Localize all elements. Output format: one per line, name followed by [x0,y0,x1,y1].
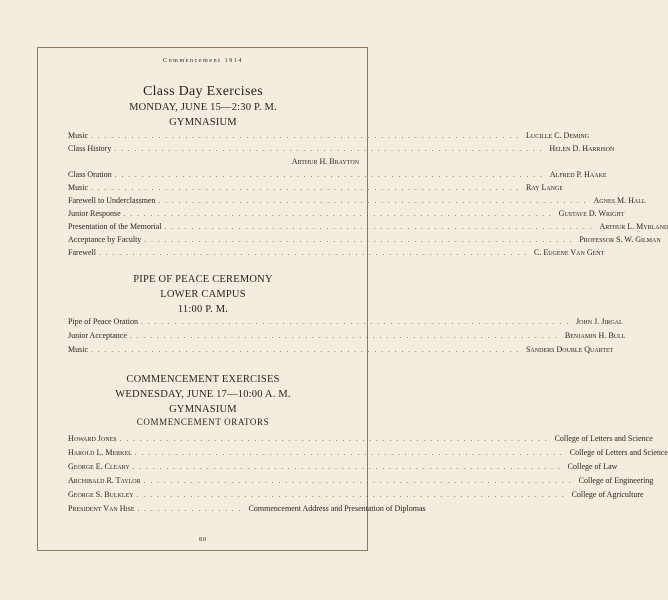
class-day-venue: GYMNASIUM [169,117,237,128]
dot-leader: ................................................................ [114,171,547,179]
dot-leader: ................................................................ [91,346,523,354]
performer-name: Arthur L. Myrland [599,222,668,231]
dot-leader: ................................................................ [134,449,567,457]
performer-name: Ray Lange [526,183,564,192]
orator-name: George E. Cleary [68,462,130,471]
dot-leader: ................ [137,505,246,513]
pipe-of-peace-venue: LOWER CAMPUS [160,289,246,300]
dot-leader: ................................................................ [91,184,523,192]
pipe-row [68,342,614,355]
event-name: Farewell to Underclassmen [68,196,156,205]
dot-leader: ................................................................ [91,132,523,140]
dot-leader: ................................................................ [140,318,573,326]
class-day-row [68,141,615,154]
class-day-row [68,219,668,232]
class-day-row [68,180,564,193]
commencement-orators-heading: COMMENCEMENT ORATORS [136,417,270,427]
class-day-row [68,232,661,245]
dot-leader: ................................................................ [123,210,556,218]
dot-leader: ................................................................ [99,249,531,257]
orator-row [68,487,644,500]
pipe-of-peace-time: 11:00 P. M. [177,304,229,315]
orator-name: President Van Hise [68,504,135,513]
performer-name: Arthur H. Brayton [291,157,359,166]
commencement-title: COMMENCEMENT EXERCISES [126,374,280,385]
orator-college: College of Letters and Science [554,434,653,443]
class-day-date: MONDAY, JUNE 15—2:30 P. M. [129,102,277,113]
dot-leader: ................................................................ [132,463,565,471]
event-name: Junior Acceptance [68,331,127,340]
orator-row [68,431,653,444]
class-day-row [68,167,607,180]
orator-name: Howard Jones [68,434,117,443]
orator-name: Harold L. Merkel [68,448,132,457]
class-day-row [68,206,625,219]
class-day-row [68,128,589,141]
event-name: Pipe of Peace Oration [68,317,138,326]
event-name: Junior Response [68,209,121,218]
dot-leader: ................................................................ [143,477,576,485]
dot-leader: ................................................................ [144,236,577,244]
event-name: Class Oration [68,170,112,179]
orator-college: College of Letters and Science [569,448,668,457]
pipe-row [68,314,623,327]
page-number: 80 [199,537,207,543]
dot-leader: ................................................................ [129,332,562,340]
class-day-title: Class Day Exercises [142,84,263,99]
commencement-venue: GYMNASIUM [169,404,237,415]
performer-name: John J. Jirgal [575,317,623,326]
orator-college: College of Law [567,462,618,471]
event-name: Music [68,345,88,354]
orator-college: Commencement Address and Presentation of Diplomas [248,504,426,513]
event-name: Music [68,183,88,192]
performer-name: Gustave D. Wright [558,209,625,218]
class-day-row [68,193,646,206]
dot-leader: ................................................................ [136,491,569,499]
performer-name: Lucille C. Deming [526,131,589,140]
orator-row [68,473,654,486]
event-name: Class History [68,144,112,153]
performer-name: Benjamin H. Bull [564,331,626,340]
pipe-row [68,328,626,341]
performer-name: Sanders Double Quartet [526,345,614,354]
dot-leader: ................................................................ [164,223,597,231]
event-name: Music [68,131,88,140]
dot-leader: ................................................................ [114,145,547,153]
class-day-row [68,154,359,167]
orator-name: Archibald R. Taylor [68,476,141,485]
orator-row [68,459,618,472]
running-head: Commencement 1914 [162,58,244,64]
dot-leader: ................................................................ [158,197,591,205]
performer-name: Professor S. W. Gilman [579,235,661,244]
performer-name: Agnes M. Hall [593,196,646,205]
commencement-date: WEDNESDAY, JUNE 17—10:00 A. M. [115,389,291,400]
performer-name: C. Eugene Van Gent [534,248,605,257]
class-day-row [68,245,605,258]
orator-college: College of Agriculture [571,490,644,499]
performer-name: Alfred P. Haake [549,170,607,179]
dot-leader: ................................................................ [119,435,552,443]
orator-name: George S. Bulkley [68,490,134,499]
orator-row [68,445,668,458]
orator-row [68,501,426,514]
performer-name: Helen D. Harrison [549,144,615,153]
event-name: Farewell [68,248,96,257]
event-name: Acceptance by Faculty [68,235,142,244]
event-name: Presentation of the Memorial [68,222,162,231]
pipe-of-peace-title: PIPE OF PEACE CEREMONY [133,274,273,285]
orator-college: College of Engineering [578,476,654,485]
